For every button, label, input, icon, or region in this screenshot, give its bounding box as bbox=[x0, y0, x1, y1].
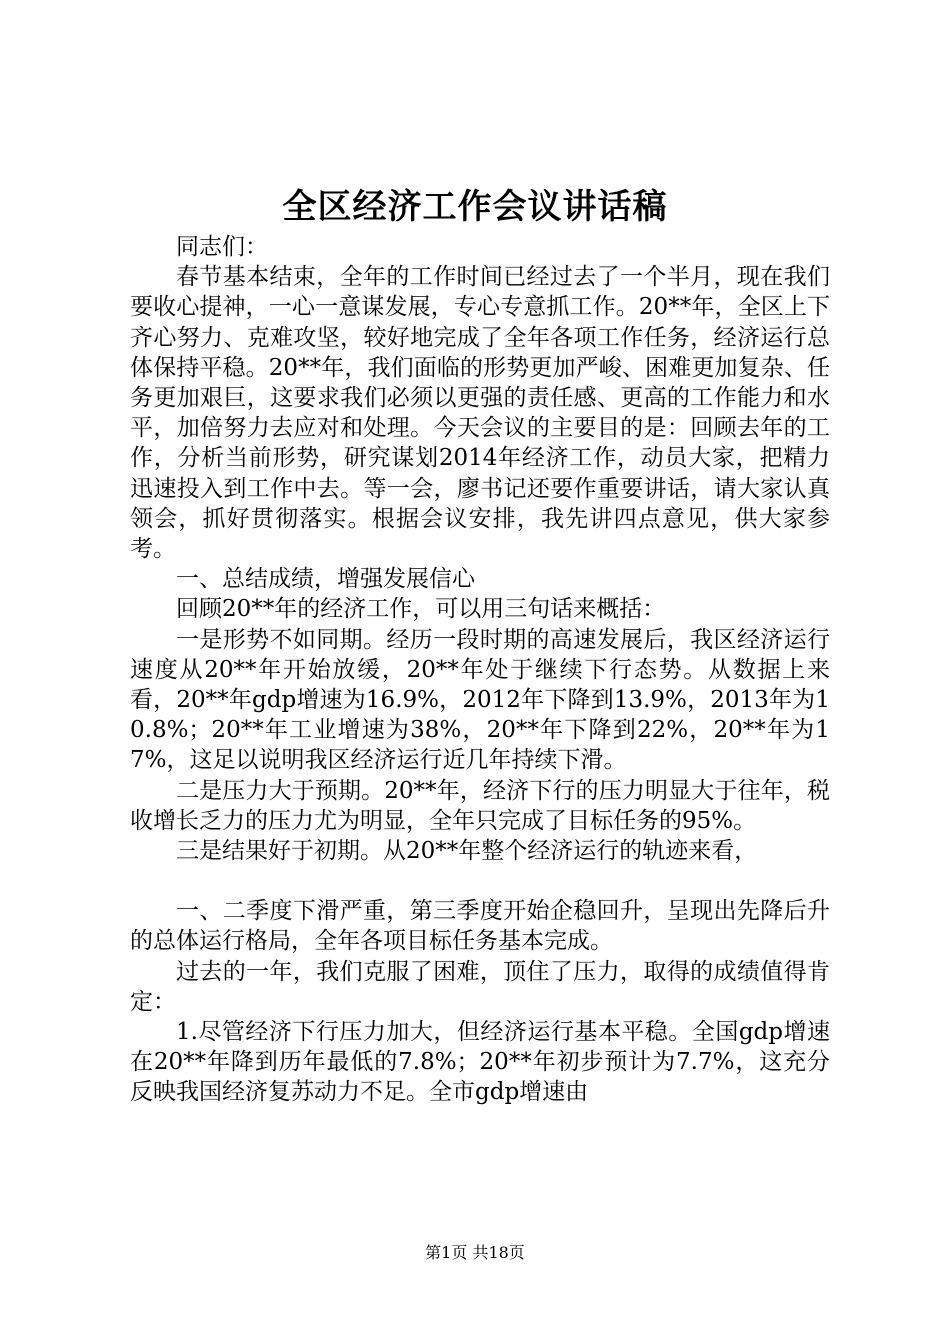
page-number-footer: 第1页 共18页 bbox=[425, 1243, 525, 1262]
point-three-paragraph: 三是结果好于初期。从20**年整个经济运行的轨迹来看， bbox=[176, 838, 758, 865]
summary-lead-paragraph: 回顾20**年的经济工作，可以用三句话来概括： bbox=[176, 596, 666, 623]
document-body bbox=[130, 232, 830, 1108]
point-one-paragraph: 一是形势不如同期。经历一段时期的高速发展后，我区经济运行速度从20**年开始放缓，20**年处于继续下行态势。从数据上来看，20**年gdp增速为16.9%，2012年下降到13.9%，2013年为10.8%；20**年工业增速为38%，20**年下降到22%，20**年为17%，这足以说明我区经济运行近几年持续下滑。 bbox=[130, 626, 830, 774]
intro-paragraph: 春节基本结束，全年的工作时间已经过去了一个半月，现在我们要收心提神，一心一意谋发展，专心专意抓工作。20**年，全区上下齐心努力、克难攻坚，较好地完成了全年各项工作任务，经济运行总体保持平稳。20**年，我们面临的形势更加严峻、困难更加复杂、任务更加艰巨，这要求我们必须以更强的责任感、更高的工作能力和水平，加倍努力去应对和处理。今天会议的主要目的是：回顾去年的工作，分析当前形势，研究谋划2014年经济工作，动员大家，把精力迅速投入到工作中去。等一会，廖书记还要作重要讲话，请大家认真领会，抓好贯彻落实。根据会议安排，我先讲四点意见，供大家参考。 bbox=[130, 264, 830, 563]
document-title: 全区经济工作会议讲话稿 bbox=[282, 187, 668, 227]
section-heading: 一、总结成绩，增强发展信心 bbox=[176, 566, 475, 593]
salutation-paragraph: 同志们： bbox=[176, 234, 268, 260]
point-three-continued-paragraph: 一、二季度下滑严重，第三季度开始企稳回升，呈现出先降后升的总体运行格局，全年各项目标任务基本完成。 bbox=[130, 898, 830, 955]
achievement-one-paragraph: 1.尽管经济下行压力加大，但经济运行基本平稳。全国gdp增速在20**年降到历年最低的7.8%；20**年初步预计为7.7%，这充分反映我国经济复苏动力不足。全市gdp增速由 bbox=[130, 1019, 830, 1106]
achievements-lead-paragraph: 过去的一年，我们克服了困难，顶住了压力，取得的成绩值得肯定： bbox=[130, 958, 830, 1015]
point-two-paragraph: 二是压力大于预期。20**年，经济下行的压力明显大于往年，税收增长乏力的压力尤为明显，全年只完成了目标任务的95%。 bbox=[130, 777, 830, 834]
